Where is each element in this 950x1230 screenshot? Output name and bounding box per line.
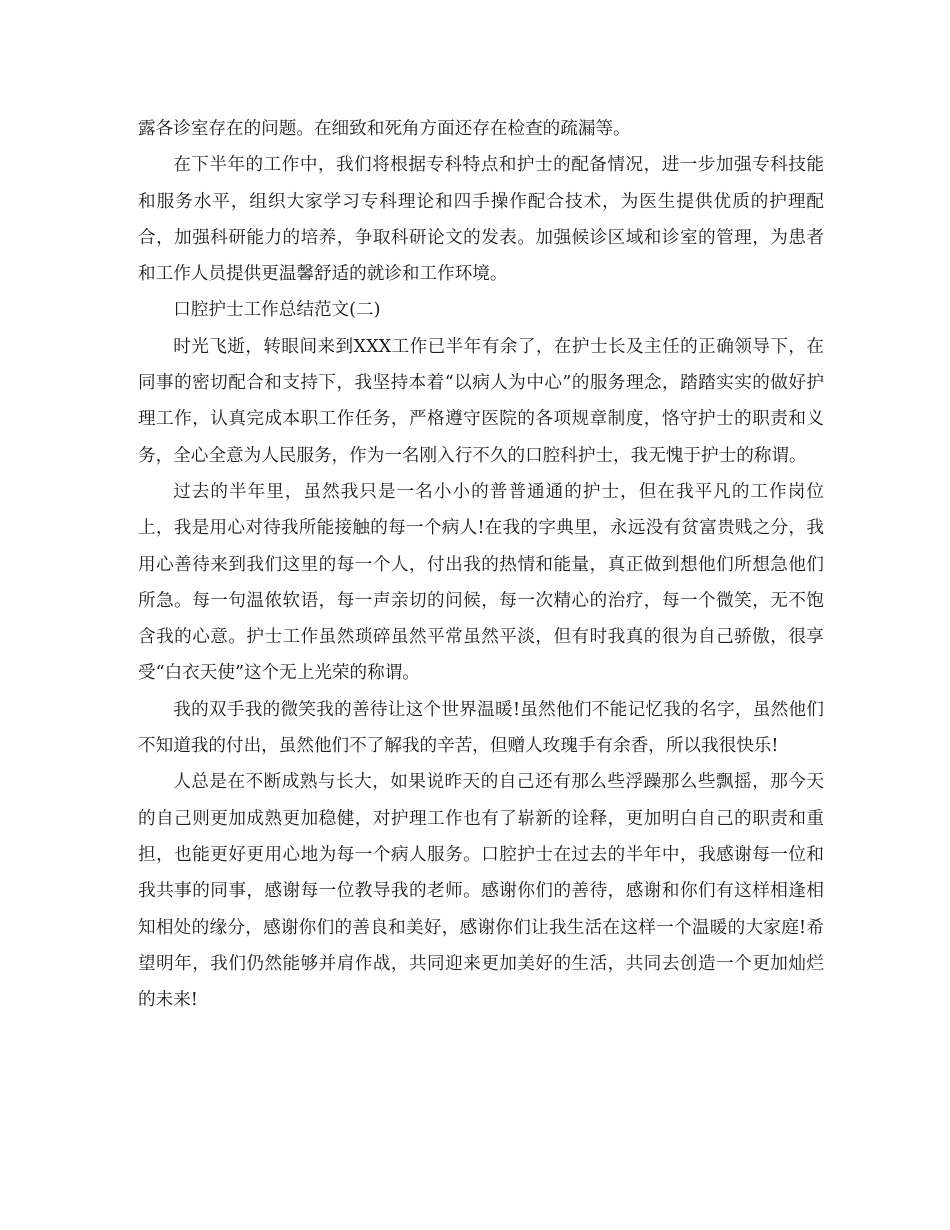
paragraph-second-half-plan: 在下半年的工作中，我们将根据专科特点和护士的配备情况，进一步加强专科技能和服务水平，组织大家学习专科理论和四手操作配合技术，为医生提供优质的护理配合，加强科研能力的培养，争取科研论文的发表。加强候诊区域和诊室的管理，为患者和工作人员提供更温馨舒适的就诊和工作环境。	[138, 155, 824, 285]
section-heading: 口腔护士工作总结范文(二)	[173, 300, 381, 321]
paragraph-growth-thanks: 人总是在不断成熟与长大，如果说昨天的自己还有那么些浮躁那么些飘摇，那今天的自己则更加成熟更加稳健，对护理工作也有了崭新的诠释，更加明白自己的职责和重担，也能更好更用心地为每一个病人服务。口腔护士在过去的半年中，我感谢每一位和我共事的同事，感谢每一位教导我的老师。感谢你们的善待，感谢和你们有这样相逢相知相处的缘分，感谢你们的善良和美好，感谢你们让我生活在这样一个温暖的大家庭!希望明年，我们仍然能够并肩作战，共同迎来更加美好的生活，共同去创造一个更加灿烂的未来!	[138, 772, 824, 1011]
paragraph-warmth: 我的双手我的微笑我的善待让这个世界温暖!虽然他们不能记忆我的名字，虽然他们不知道我的付出，虽然他们不了解我的辛苦，但赠人玫瑰手有余香，所以我很快乐!	[138, 699, 824, 757]
paragraph-past-half-year: 过去的半年里，虽然我只是一名小小的普普通通的护士，但在我平凡的工作岗位上，我是用心对待我所能接触的每一个病人!在我的字典里，永远没有贫富贵贱之分，我用心善待来到我们这里的每一个人，付出我的热情和能量，真正做到想他们所想急他们所急。每一句温侬软语，每一声亲切的问候，每一次精心的治疗，每一个微笑，无不饱含我的心意。护士工作虽然琐碎虽然平常虽然平淡，但有时我真的很为自己骄傲，很享受“白衣天使”这个无上光荣的称谓。	[138, 481, 824, 684]
paragraph-continuation: 露各诊室存在的问题。在细致和死角方面还存在检查的疏漏等。	[138, 119, 631, 139]
paragraph-intro: 时光飞逝，转眼间来到XXX工作已半年有余了，在护士长及主任的正确领导下，在同事的密切配合和支持下，我坚持本着“以病人为中心”的服务理念，踏踏实实的做好护理工作，认真完成本职工作任务，严格遵守医院的各项规章制度，恪守护士的职责和义务，全心全意为人民服务，作为一名刚入行不久的口腔科护士，我无愧于护士的称谓。	[138, 336, 824, 466]
document-body	[138, 111, 824, 1018]
